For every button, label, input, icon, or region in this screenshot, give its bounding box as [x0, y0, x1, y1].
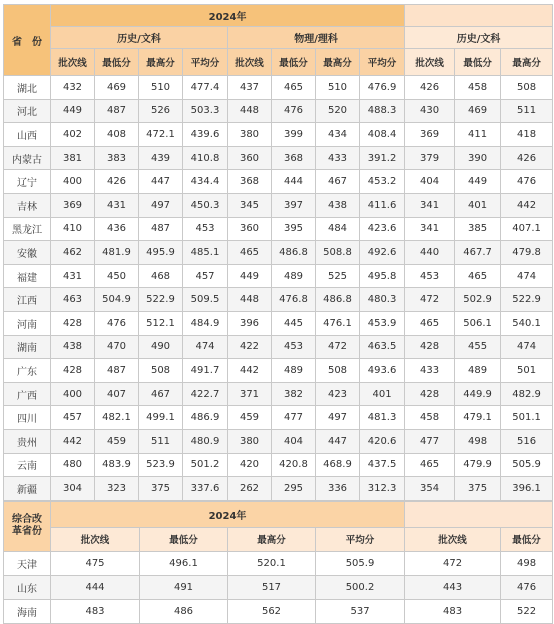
reform-year-header-blank [405, 501, 553, 527]
score-cell: 453.9 [360, 311, 405, 335]
table-row [4, 599, 553, 623]
score-cell: 380 [228, 123, 272, 147]
table-row [4, 170, 553, 194]
score-cell: 369 [51, 193, 95, 217]
province-cell: 安徽 [4, 241, 51, 265]
score-cell: 509.5 [183, 288, 228, 312]
score-cell: 341 [405, 217, 455, 241]
score-cell: 396.1 [501, 477, 553, 501]
score-cell: 431 [51, 264, 95, 288]
score-cell: 537 [316, 599, 405, 623]
score-cell: 508 [316, 359, 360, 383]
column-header-3: 平均分 [183, 49, 228, 76]
table-row [4, 146, 553, 170]
score-cell: 391.2 [360, 146, 405, 170]
score-cell: 465 [455, 264, 501, 288]
score-cell: 399 [272, 123, 316, 147]
score-cell: 457 [51, 406, 95, 430]
score-cell: 477.4 [183, 76, 228, 100]
score-cell: 481.9 [95, 241, 139, 265]
score-cell: 437.5 [360, 453, 405, 477]
score-cell: 479.8 [501, 241, 553, 265]
score-cell: 444 [51, 575, 140, 599]
score-cell: 477 [272, 406, 316, 430]
score-cell: 411 [455, 123, 501, 147]
score-cell: 337.6 [183, 477, 228, 501]
province-cell: 河北 [4, 99, 51, 123]
group-history-header-2: 历史/文科 [405, 27, 553, 49]
score-cell: 489 [455, 359, 501, 383]
score-cell: 523.9 [139, 453, 183, 477]
score-cell: 484.9 [183, 311, 228, 335]
score-cell: 404 [272, 429, 316, 453]
score-cell: 448 [228, 288, 272, 312]
score-cell: 476.1 [316, 311, 360, 335]
score-cell: 400 [51, 170, 95, 194]
score-cell: 483 [405, 599, 501, 623]
score-cell: 522.9 [139, 288, 183, 312]
score-cell: 390 [455, 146, 501, 170]
score-cell: 443 [405, 575, 501, 599]
score-cell: 500.2 [316, 575, 405, 599]
score-cell: 503.3 [183, 99, 228, 123]
score-cell: 525 [316, 264, 360, 288]
score-cell: 371 [228, 382, 272, 406]
score-cell: 472.1 [139, 123, 183, 147]
score-cell: 495.9 [139, 241, 183, 265]
score-cell: 468 [139, 264, 183, 288]
score-cell: 467 [316, 170, 360, 194]
scores-table-reform [3, 501, 553, 624]
reform-header-line2: 革省份 [12, 526, 42, 538]
score-cell: 486.8 [316, 288, 360, 312]
province-cell: 河南 [4, 311, 51, 335]
score-cell: 459 [228, 406, 272, 430]
score-cell: 449 [51, 99, 95, 123]
score-cell: 502.9 [455, 288, 501, 312]
score-cell: 426 [95, 170, 139, 194]
score-cell: 433 [316, 146, 360, 170]
score-cell: 485.1 [183, 241, 228, 265]
province-cell: 山西 [4, 123, 51, 147]
score-cell: 510 [139, 76, 183, 100]
score-cell: 440 [405, 241, 455, 265]
province-cell: 福建 [4, 264, 51, 288]
column-header-4: 批次线 [228, 49, 272, 76]
province-cell: 山东 [4, 575, 51, 599]
score-cell: 423 [316, 382, 360, 406]
score-cell: 496.1 [140, 551, 228, 575]
score-cell: 455 [455, 335, 501, 359]
province-cell: 海南 [4, 599, 51, 623]
score-cell: 562 [228, 599, 316, 623]
province-cell: 内蒙古 [4, 146, 51, 170]
score-cell: 422 [228, 335, 272, 359]
score-cell: 449 [228, 264, 272, 288]
score-cell: 477 [405, 429, 455, 453]
score-cell: 499.1 [139, 406, 183, 430]
table-row [4, 311, 553, 335]
score-cell: 410 [51, 217, 95, 241]
score-cell: 426 [501, 146, 553, 170]
score-cell: 465 [228, 241, 272, 265]
table-row [4, 99, 553, 123]
score-cell: 354 [405, 477, 455, 501]
score-cell: 447 [139, 170, 183, 194]
table-row [4, 575, 553, 599]
score-cell: 491 [140, 575, 228, 599]
score-cell: 501.1 [501, 406, 553, 430]
score-cell: 434.4 [183, 170, 228, 194]
score-cell: 368 [228, 170, 272, 194]
reform-column-header-3: 平均分 [316, 527, 405, 551]
score-cell: 480.9 [183, 429, 228, 453]
score-cell: 439 [139, 146, 183, 170]
scores-table-main [3, 4, 553, 501]
score-cell: 481.3 [360, 406, 405, 430]
score-cell: 463 [51, 288, 95, 312]
score-cell: 408 [95, 123, 139, 147]
table-row [4, 429, 553, 453]
table-row [4, 193, 553, 217]
column-header-10: 最高分 [501, 49, 553, 76]
year-header-blank [405, 5, 553, 27]
score-cell: 457 [183, 264, 228, 288]
reform-column-header-2: 最高分 [228, 527, 316, 551]
province-cell: 广东 [4, 359, 51, 383]
score-cell: 498 [501, 551, 553, 575]
score-cell: 488.3 [360, 99, 405, 123]
score-cell: 487 [95, 359, 139, 383]
column-header-9: 最低分 [455, 49, 501, 76]
reform-column-header-4: 批次线 [405, 527, 501, 551]
score-cell: 404 [405, 170, 455, 194]
score-cell: 508 [501, 76, 553, 100]
score-cell: 476.8 [272, 288, 316, 312]
score-cell: 439.6 [183, 123, 228, 147]
score-cell: 487 [139, 217, 183, 241]
score-cell: 401 [455, 193, 501, 217]
score-cell: 467 [139, 382, 183, 406]
reform-column-header-0: 批次线 [51, 527, 140, 551]
score-cell: 432 [51, 76, 95, 100]
score-cell: 480 [51, 453, 95, 477]
score-cell: 380 [228, 429, 272, 453]
score-cell: 468.9 [316, 453, 360, 477]
score-cell: 444 [272, 170, 316, 194]
score-cell: 450 [95, 264, 139, 288]
score-cell: 504.9 [95, 288, 139, 312]
table-row [4, 551, 553, 575]
score-cell: 540.1 [501, 311, 553, 335]
score-cell: 453.2 [360, 170, 405, 194]
score-cell: 428 [51, 359, 95, 383]
score-cell: 428 [405, 335, 455, 359]
score-cell: 397 [272, 193, 316, 217]
score-cell: 512.1 [139, 311, 183, 335]
score-cell: 472 [405, 288, 455, 312]
table-row [4, 288, 553, 312]
reform-header-line1: 综合改 [12, 514, 42, 526]
score-cell: 442 [51, 429, 95, 453]
score-cell: 482.1 [95, 406, 139, 430]
score-cell: 379 [405, 146, 455, 170]
score-cell: 407 [95, 382, 139, 406]
score-cell: 458 [455, 76, 501, 100]
score-cell: 430 [405, 99, 455, 123]
score-cell: 436 [95, 217, 139, 241]
score-cell: 463.5 [360, 335, 405, 359]
score-cell: 345 [228, 193, 272, 217]
table-row [4, 217, 553, 241]
score-cell: 360 [228, 146, 272, 170]
score-cell: 369 [405, 123, 455, 147]
score-cell: 423.6 [360, 217, 405, 241]
score-cell: 312.3 [360, 477, 405, 501]
province-cell: 辽宁 [4, 170, 51, 194]
score-cell: 422.7 [183, 382, 228, 406]
score-cell: 511 [139, 429, 183, 453]
score-cell: 449.9 [455, 382, 501, 406]
table-row [4, 264, 553, 288]
score-cell: 469 [455, 99, 501, 123]
score-cell: 520 [316, 99, 360, 123]
table-row [4, 335, 553, 359]
score-cell: 517 [228, 575, 316, 599]
score-cell: 453 [272, 335, 316, 359]
score-cell: 479.9 [455, 453, 501, 477]
score-cell: 453 [183, 217, 228, 241]
score-cell: 484 [316, 217, 360, 241]
table-row [4, 123, 553, 147]
score-cell: 475 [51, 551, 140, 575]
score-cell: 467.7 [455, 241, 501, 265]
score-cell: 450.3 [183, 193, 228, 217]
province-header: 省 份 [4, 5, 51, 76]
score-cell: 476 [501, 170, 553, 194]
score-cell: 508 [139, 359, 183, 383]
score-cell: 476 [501, 575, 553, 599]
score-cell: 462 [51, 241, 95, 265]
score-cell: 526 [139, 99, 183, 123]
score-cell: 445 [272, 311, 316, 335]
reform-column-header-5: 最低分 [501, 527, 553, 551]
province-cell: 湖北 [4, 76, 51, 100]
score-cell: 491.7 [183, 359, 228, 383]
score-cell: 442 [501, 193, 553, 217]
province-cell: 江西 [4, 288, 51, 312]
score-cell: 453 [405, 264, 455, 288]
score-cell: 395 [272, 217, 316, 241]
score-cell: 520.1 [228, 551, 316, 575]
score-cell: 407.1 [501, 217, 553, 241]
score-cell: 262 [228, 477, 272, 501]
score-cell: 489 [272, 359, 316, 383]
score-cell: 375 [139, 477, 183, 501]
score-cell: 420.6 [360, 429, 405, 453]
province-cell: 湖南 [4, 335, 51, 359]
province-cell: 四川 [4, 406, 51, 430]
score-cell: 472 [316, 335, 360, 359]
column-header-7: 平均分 [360, 49, 405, 76]
reform-column-header-1: 最低分 [140, 527, 228, 551]
score-cell: 411.6 [360, 193, 405, 217]
score-cell: 497 [316, 406, 360, 430]
score-cell: 447 [316, 429, 360, 453]
score-cell: 522 [501, 599, 553, 623]
province-cell: 云南 [4, 453, 51, 477]
score-cell: 341 [405, 193, 455, 217]
year-header: 2024年 [51, 5, 405, 27]
score-cell: 381 [51, 146, 95, 170]
table-row [4, 359, 553, 383]
score-cell: 420.8 [272, 453, 316, 477]
score-cell: 304 [51, 477, 95, 501]
score-cell: 508.8 [316, 241, 360, 265]
score-cell: 382 [272, 382, 316, 406]
score-cell: 474 [501, 264, 553, 288]
score-cell: 410.8 [183, 146, 228, 170]
column-header-5: 最低分 [272, 49, 316, 76]
score-cell: 497 [139, 193, 183, 217]
score-cell: 442 [228, 359, 272, 383]
reform-year-header: 2024年 [51, 501, 405, 527]
score-cell: 486 [140, 599, 228, 623]
score-cell: 479.1 [455, 406, 501, 430]
reform-province-header [4, 501, 51, 551]
score-cell: 368 [272, 146, 316, 170]
score-cell: 482.9 [501, 382, 553, 406]
column-header-6: 最高分 [316, 49, 360, 76]
score-cell: 434 [316, 123, 360, 147]
score-cell: 437 [228, 76, 272, 100]
province-cell: 贵州 [4, 429, 51, 453]
score-cell: 472 [405, 551, 501, 575]
score-cell: 431 [95, 193, 139, 217]
score-cell: 493.6 [360, 359, 405, 383]
score-cell: 336 [316, 477, 360, 501]
score-cell: 501.2 [183, 453, 228, 477]
score-cell: 476 [95, 311, 139, 335]
score-cell: 511 [501, 99, 553, 123]
score-cell: 469 [95, 76, 139, 100]
score-cell: 501 [501, 359, 553, 383]
score-cell: 420 [228, 453, 272, 477]
score-cell: 401 [360, 382, 405, 406]
score-cell: 476.9 [360, 76, 405, 100]
score-cell: 385 [455, 217, 501, 241]
score-cell: 323 [95, 477, 139, 501]
score-cell: 360 [228, 217, 272, 241]
score-cell: 448 [228, 99, 272, 123]
score-cell: 483 [51, 599, 140, 623]
column-header-2: 最高分 [139, 49, 183, 76]
score-cell: 438 [316, 193, 360, 217]
score-cell: 510 [316, 76, 360, 100]
column-header-1: 最低分 [95, 49, 139, 76]
score-cell: 486.8 [272, 241, 316, 265]
group-history-header: 历史/文科 [51, 27, 228, 49]
score-cell: 492.6 [360, 241, 405, 265]
table-row [4, 241, 553, 265]
score-cell: 400 [51, 382, 95, 406]
score-cell: 487 [95, 99, 139, 123]
table-row [4, 406, 553, 430]
province-cell: 吉林 [4, 193, 51, 217]
score-cell: 428 [51, 311, 95, 335]
province-cell: 天津 [4, 551, 51, 575]
score-cell: 383 [95, 146, 139, 170]
column-header-8: 批次线 [405, 49, 455, 76]
score-cell: 433 [405, 359, 455, 383]
score-cell: 486.9 [183, 406, 228, 430]
score-cell: 426 [405, 76, 455, 100]
score-cell: 295 [272, 477, 316, 501]
score-cell: 476 [272, 99, 316, 123]
score-cell: 459 [95, 429, 139, 453]
table-row [4, 382, 553, 406]
score-cell: 505.9 [501, 453, 553, 477]
score-cell: 480.3 [360, 288, 405, 312]
score-cell: 506.1 [455, 311, 501, 335]
score-cell: 489 [272, 264, 316, 288]
table-row [4, 477, 553, 501]
table-row [4, 453, 553, 477]
column-header-0: 批次线 [51, 49, 95, 76]
score-cell: 474 [501, 335, 553, 359]
score-cell: 449 [455, 170, 501, 194]
score-cell: 516 [501, 429, 553, 453]
score-cell: 402 [51, 123, 95, 147]
score-cell: 465 [405, 453, 455, 477]
score-cell: 428 [405, 382, 455, 406]
score-cell: 470 [95, 335, 139, 359]
score-cell: 418 [501, 123, 553, 147]
score-cell: 396 [228, 311, 272, 335]
table-row [4, 76, 553, 100]
province-cell: 新疆 [4, 477, 51, 501]
score-cell: 465 [405, 311, 455, 335]
score-cell: 522.9 [501, 288, 553, 312]
score-cell: 375 [455, 477, 501, 501]
province-cell: 广西 [4, 382, 51, 406]
score-cell: 505.9 [316, 551, 405, 575]
group-physics-header: 物理/理科 [228, 27, 405, 49]
score-cell: 474 [183, 335, 228, 359]
score-cell: 495.8 [360, 264, 405, 288]
score-cell: 465 [272, 76, 316, 100]
score-cell: 408.4 [360, 123, 405, 147]
score-cell: 438 [51, 335, 95, 359]
score-cell: 483.9 [95, 453, 139, 477]
score-cell: 490 [139, 335, 183, 359]
province-cell: 黑龙江 [4, 217, 51, 241]
score-cell: 458 [405, 406, 455, 430]
score-cell: 498 [455, 429, 501, 453]
